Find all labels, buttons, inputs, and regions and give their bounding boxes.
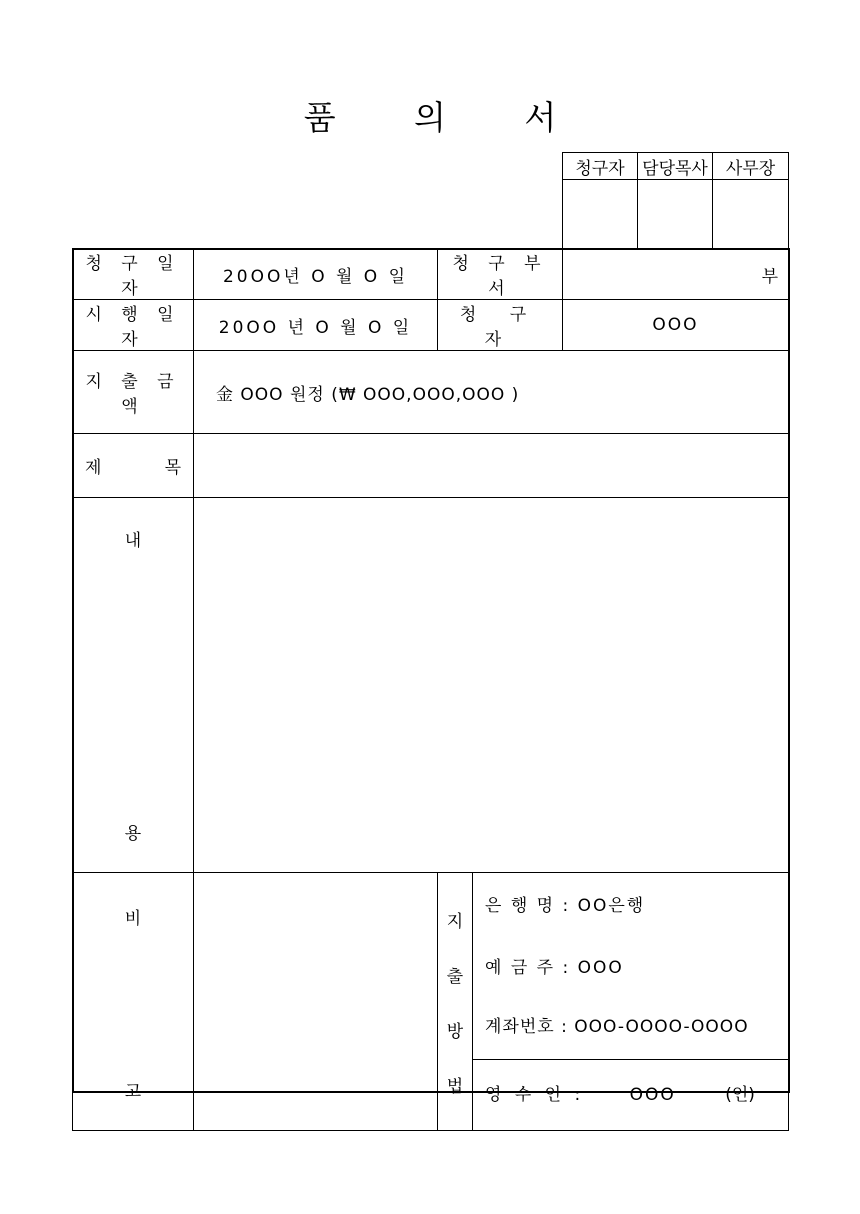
approval-sign-manager[interactable] bbox=[713, 180, 789, 249]
approval-sign-requester[interactable] bbox=[563, 180, 638, 249]
subject-value[interactable] bbox=[194, 434, 789, 498]
method-label-char-4: 법 bbox=[446, 1076, 464, 1097]
bank-info bbox=[473, 873, 788, 1059]
content-label-first: 내 bbox=[124, 531, 142, 551]
bank-name[interactable]: 은 행 명 : OO은행 bbox=[485, 896, 646, 916]
dept-label: 청 구 부 서 bbox=[438, 249, 563, 300]
amount-label: 지 출 금 액 bbox=[73, 351, 194, 434]
requester-value[interactable]: OOO bbox=[563, 300, 789, 351]
subject-label-second: 목 bbox=[164, 458, 181, 478]
content-label-cell bbox=[73, 498, 194, 873]
receiver-label: 영 수 인 : bbox=[485, 1085, 585, 1105]
remark-value[interactable] bbox=[194, 873, 438, 1131]
requester-label: 청 구 자 bbox=[438, 300, 563, 351]
exec-date-value[interactable]: 20OO 년 O 월 O 일 bbox=[194, 300, 438, 351]
subject-label-cell bbox=[73, 434, 194, 498]
receiver-row bbox=[473, 1059, 788, 1130]
remark-label-second: 고 bbox=[124, 1081, 142, 1102]
approval-header-requester: 청구자 bbox=[563, 153, 638, 180]
document-title: 품 의 서 bbox=[303, 98, 591, 137]
approval-box bbox=[562, 152, 789, 249]
content-label-second: 용 bbox=[124, 824, 142, 844]
method-label-char-2: 출 bbox=[446, 966, 464, 987]
content-value[interactable] bbox=[194, 498, 789, 873]
method-label-char-3: 방 bbox=[446, 1021, 464, 1042]
account-number[interactable]: 계좌번호 : OOO-OOOO-OOOO bbox=[485, 1017, 749, 1037]
exec-date-label: 시 행 일 자 bbox=[73, 300, 194, 351]
dept-value[interactable]: 부 bbox=[563, 249, 789, 300]
approval-header-manager: 사무장 bbox=[713, 153, 789, 180]
method-label-cell bbox=[438, 873, 473, 1131]
depositor[interactable]: 예 금 주 : OOO bbox=[485, 958, 624, 978]
receiver-value[interactable]: OOO bbox=[629, 1085, 676, 1105]
request-date-value[interactable]: 20OO년 O 월 O 일 bbox=[194, 249, 438, 300]
approval-header-pastor: 담당목사 bbox=[638, 153, 713, 180]
amount-value[interactable]: 金 OOO 원정 (₩ OOO,OOO,OOO ) bbox=[194, 351, 789, 434]
remark-label-cell bbox=[73, 873, 194, 1131]
subject-label-first: 제 bbox=[85, 458, 102, 478]
receiver-seal: (인) bbox=[725, 1085, 755, 1105]
request-form-table bbox=[72, 248, 789, 1131]
remark-label-first: 비 bbox=[124, 908, 142, 929]
request-date-label: 청 구 일 자 bbox=[73, 249, 194, 300]
payment-method-cell bbox=[473, 873, 789, 1131]
approval-sign-pastor[interactable] bbox=[638, 180, 713, 249]
method-label-char-1: 지 bbox=[446, 911, 464, 932]
